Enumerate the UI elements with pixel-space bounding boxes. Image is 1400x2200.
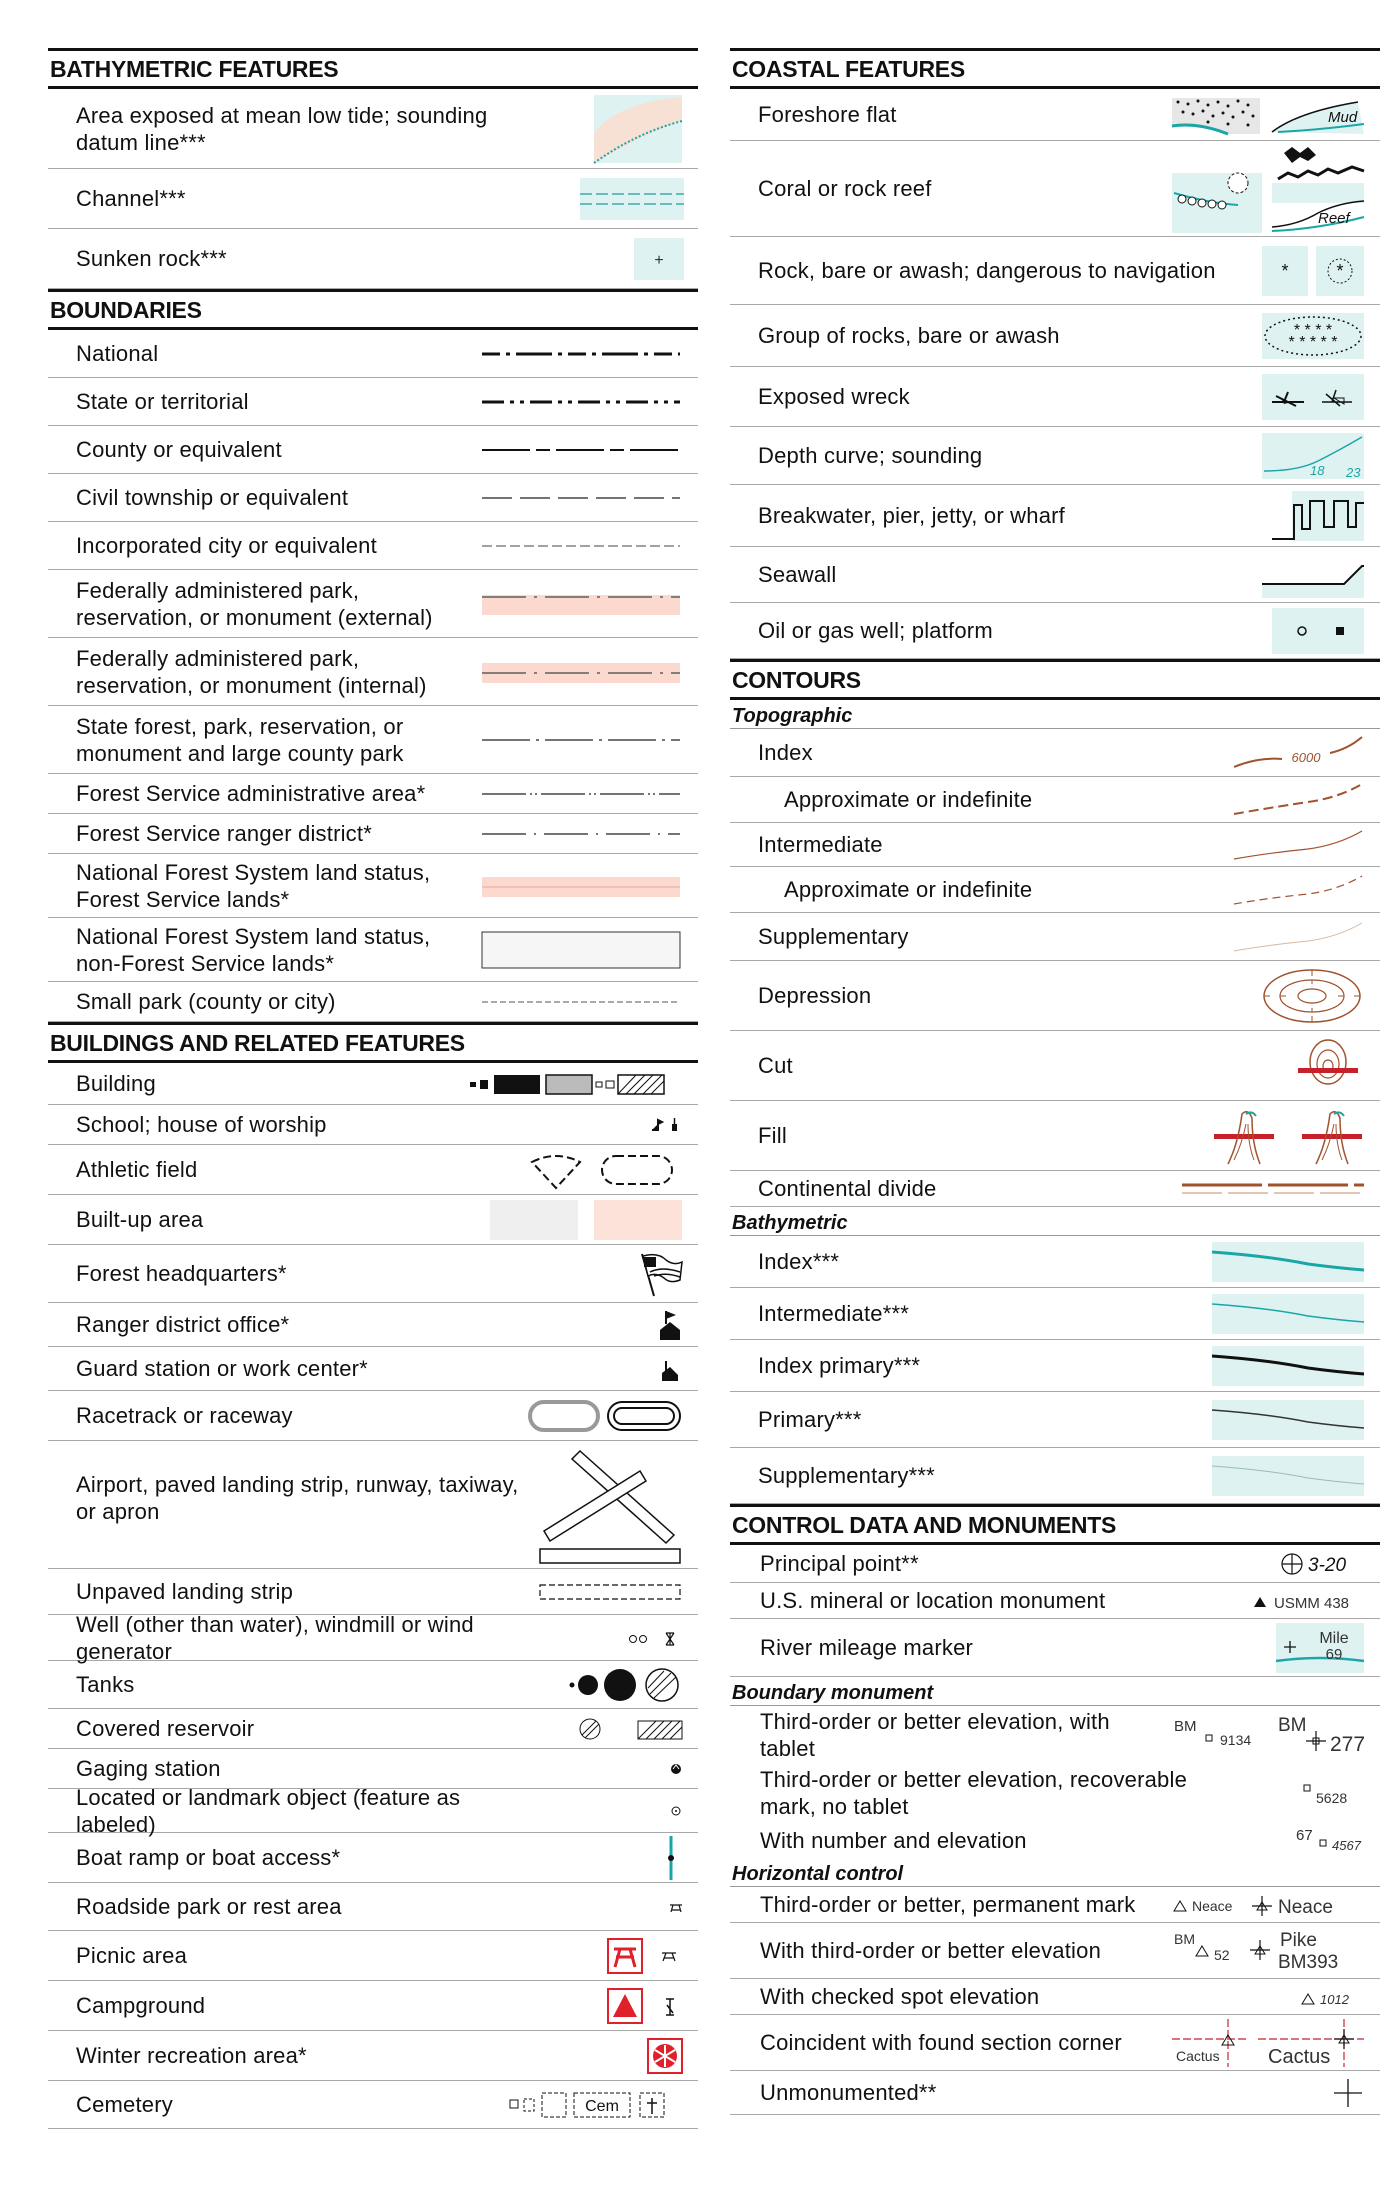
legend-row <box>48 426 698 474</box>
wreck-icon <box>1258 372 1380 422</box>
number-elev-icon <box>1288 1824 1380 1856</box>
bm-tablet-icon <box>1168 1709 1380 1761</box>
principal-point-icon <box>1278 1549 1380 1579</box>
monument-number: 67 <box>1296 1827 1313 1844</box>
legend-label: Supplementary*** <box>758 1463 935 1488</box>
depth-curve-icon <box>1258 431 1380 481</box>
legend-row <box>48 1784 698 1837</box>
legend-label: Incorporated city or equivalent <box>76 533 377 558</box>
legend-row <box>730 1101 1380 1171</box>
legend-row <box>48 1391 698 1441</box>
section-corner-icon <box>1168 2017 1380 2069</box>
index-value: 6000 <box>1291 749 1321 765</box>
legend-label: Approximate or indefinite <box>784 787 1033 812</box>
covered-reservoir-icon <box>576 1715 698 1743</box>
symbol-channel <box>576 176 698 222</box>
legend-label: U.S. mineral or location monument <box>760 1588 1106 1613</box>
legend-label: State or territorial <box>76 389 249 414</box>
legend-row <box>730 2015 1380 2071</box>
section-title-coastal: COASTAL FEATURES <box>730 48 1380 89</box>
svg-text:*: * <box>1281 260 1289 281</box>
flag-icon <box>636 1250 698 1298</box>
legend-label: Third-order or better, permanent mark <box>760 1892 1136 1917</box>
symbol-sunken-rock <box>630 236 698 282</box>
left-column <box>48 48 698 2129</box>
legend-row <box>48 1347 698 1391</box>
legend-row <box>730 1031 1380 1101</box>
legend-row <box>730 1923 1380 1979</box>
legend-label: Intermediate <box>758 832 883 857</box>
legend-label: Breakwater, pier, jetty, or wharf <box>758 503 1065 528</box>
legend-row <box>48 1245 698 1303</box>
legend-row <box>730 367 1380 427</box>
legend-label: Civil township or equivalent <box>76 485 349 510</box>
legend-label: Seawall <box>758 562 837 587</box>
legend-label: Supplementary <box>758 924 909 949</box>
legend-label: Fill <box>758 1123 787 1148</box>
svg-text:*: * <box>1336 260 1344 281</box>
legend-row <box>730 823 1380 867</box>
legend-row <box>730 1236 1380 1288</box>
subheading-boundary-monument: Boundary monument <box>730 1677 1380 1706</box>
legend-row <box>730 1171 1380 1207</box>
index-approx-contour-icon <box>1228 780 1380 820</box>
legend-label: Sunken rock*** <box>76 246 227 271</box>
legend-row <box>730 1619 1380 1677</box>
legend-label: Built-up area <box>76 1207 204 1232</box>
section-title-control: CONTROL DATA AND MONUMENTS <box>730 1504 1380 1545</box>
legend-row <box>730 1583 1380 1619</box>
legend-row <box>48 982 698 1022</box>
index-contour-icon <box>1228 733 1380 773</box>
section-title-buildings: BUILDINGS AND RELATED FEATURES <box>48 1022 698 1063</box>
river-mileage-icon <box>1272 1621 1380 1675</box>
mineral-monument-icon <box>1248 1589 1380 1613</box>
legend-label: Unmonumented** <box>760 2080 937 2105</box>
breakwater-icon <box>1268 489 1380 543</box>
rock-group-icon <box>1258 311 1380 361</box>
rock-awash-icon <box>1258 244 1380 298</box>
symbol-federal-park-external <box>476 589 698 619</box>
legend-row <box>48 1569 698 1615</box>
legend-label: Coincident with found section corner <box>760 2030 1122 2055</box>
legend-label: Principal point** <box>760 1551 919 1576</box>
legend-row <box>48 330 698 378</box>
legend-label: Rock, bare or awash; dangerous to navigation <box>758 258 1216 283</box>
symbol-county-boundary <box>476 440 698 460</box>
legend-row <box>48 474 698 522</box>
cactus-b: Cactus <box>1268 2045 1331 2068</box>
symbol-fs-admin-area <box>476 784 698 804</box>
fill-contour-icon <box>1208 1104 1380 1168</box>
coral-reef-icon <box>1168 143 1380 235</box>
legend-row <box>730 2071 1380 2115</box>
legend-row <box>730 867 1380 913</box>
legend-label: Located or landmark object (feature as labeled) <box>76 1784 461 1837</box>
legend-label: Primary*** <box>758 1407 862 1432</box>
legend-label: Depth curve; sounding <box>758 443 983 468</box>
legend-row <box>730 729 1380 777</box>
bm-elev-b: 277 <box>1330 1733 1366 1756</box>
legend-row <box>48 1105 698 1145</box>
legend-row <box>48 706 698 774</box>
legend-label: Channel*** <box>76 186 186 211</box>
legend-label: Winter recreation area* <box>76 2043 307 2068</box>
legend-label: Athletic field <box>76 1157 198 1182</box>
well-windmill-icon <box>626 1627 698 1649</box>
legend-label: Intermediate*** <box>758 1301 909 1326</box>
seawall-icon <box>1258 550 1380 600</box>
symbol-non-fs-lands <box>476 928 698 972</box>
picnic-icon <box>606 1937 698 1975</box>
legend-row <box>48 378 698 426</box>
legend-row <box>730 913 1380 961</box>
supplementary-contour-icon <box>1228 917 1380 957</box>
sounding-b: 23 <box>1346 464 1361 480</box>
legend-label: National Forest System land status, Forest Service lands* <box>76 859 431 912</box>
bathy-intermediate-contour-icon <box>1208 1292 1380 1336</box>
h-bm: BM <box>1174 1930 1195 1947</box>
legend-label: Well (other than water), windmill or wind generator <box>76 1611 474 1664</box>
oil-well-icon <box>1268 606 1380 656</box>
symbol-federal-park-internal <box>476 657 698 687</box>
legend-row <box>730 237 1380 305</box>
legend-row <box>48 169 698 229</box>
legend-label: Campground <box>76 1993 206 2018</box>
subheading-topographic: Topographic <box>730 700 1380 729</box>
cut-contour-icon <box>1288 1034 1380 1098</box>
section-title-boundaries: BOUNDARIES <box>48 289 698 330</box>
legend-row <box>48 1303 698 1347</box>
legend-label: Third-order or better elevation, with tablet <box>760 1709 1110 1761</box>
building-icon <box>466 1071 698 1097</box>
monument-elev: 4567 <box>1332 1838 1361 1853</box>
legend-row <box>730 603 1380 659</box>
legend-label: Area exposed at mean low tide; sounding datum line*** <box>76 102 488 155</box>
legend-row <box>730 305 1380 367</box>
tanks-icon <box>566 1666 698 1704</box>
legend-label: Continental divide <box>758 1176 937 1201</box>
symbol-area-exposed <box>586 93 698 165</box>
legend-row <box>730 1887 1380 1923</box>
legend-label: Small park (county or city) <box>76 989 336 1014</box>
legend-row <box>48 89 698 169</box>
legend-row <box>48 1063 698 1105</box>
bm-a: BM <box>1174 1718 1197 1735</box>
legend-row <box>48 1145 698 1195</box>
legend-label: Airport, paved landing strip, runway, taxiway, or apron <box>76 1472 519 1524</box>
mile-value: 69 <box>1325 1645 1343 1663</box>
legend-label: Approximate or indefinite <box>784 877 1033 902</box>
legend-label: County or equivalent <box>76 437 282 462</box>
legend-label: Forest headquarters* <box>76 1261 287 1286</box>
legend-label: With checked spot elevation <box>760 1984 1040 2009</box>
legend-label: Picnic area <box>76 1943 188 1968</box>
subheading-horizontal-control: Horizontal control <box>730 1858 1380 1887</box>
gaging-station-icon <box>666 1759 698 1779</box>
legend-row <box>730 1392 1380 1448</box>
legend-row <box>730 547 1380 603</box>
legend-label: Cemetery <box>76 2092 173 2117</box>
bathy-index-primary-icon <box>1208 1344 1380 1388</box>
legend-label: National Forest System land status, non-Forest Service lands* <box>76 923 431 976</box>
legend-label: State forest, park, reservation, or monument and large county park <box>76 713 404 766</box>
h-elev: 52 <box>1214 1946 1230 1963</box>
landmark-object-icon <box>666 1801 698 1821</box>
ranger-office-icon <box>656 1308 698 1342</box>
legend-row <box>730 1545 1380 1583</box>
legend-label: With number and elevation <box>760 1827 1027 1853</box>
legend-label: Forest Service ranger district* <box>76 821 372 846</box>
unmonumented-icon <box>1328 2076 1380 2110</box>
symbol-state-forest <box>476 730 698 750</box>
legend-row <box>48 570 698 638</box>
mile-label: Mile <box>1319 1629 1349 1647</box>
intermediate-approx-contour-icon <box>1228 870 1380 910</box>
legend-row <box>730 1822 1380 1858</box>
legend-row <box>48 638 698 706</box>
right-column <box>730 48 1380 2115</box>
legend-row <box>48 522 698 570</box>
legend-label: Coral or rock reef <box>758 176 932 201</box>
legend-label: Roadside park or rest area <box>76 1894 342 1919</box>
legend-row <box>730 777 1380 823</box>
legend-row <box>730 485 1380 547</box>
legend-label: Ranger district office* <box>76 1312 290 1337</box>
symbol-fs-lands <box>476 871 698 901</box>
legend-row <box>48 1833 698 1883</box>
legend-row <box>48 918 698 982</box>
recoverable-elev: 5628 <box>1316 1790 1348 1806</box>
legend-row <box>730 1448 1380 1504</box>
usmm-value: USMM 438 <box>1274 1594 1350 1612</box>
symbol-city-boundary <box>476 536 698 556</box>
athletic-field-icon <box>526 1148 698 1192</box>
legend-row <box>48 1611 698 1664</box>
principal-point-value: 3-20 <box>1308 1554 1347 1576</box>
bm-elev-a: 9134 <box>1220 1732 1252 1748</box>
spot-elev: 1012 <box>1320 1991 1349 2007</box>
bathy-primary-icon <box>1208 1398 1380 1442</box>
racetrack-icon <box>526 1398 698 1434</box>
legend-label: River mileage marker <box>760 1635 974 1660</box>
symbol-small-park <box>476 992 698 1012</box>
legend-label: Tanks <box>76 1672 135 1697</box>
cemetery-abbrev: Cem <box>585 2097 619 2115</box>
legend-row <box>48 1883 698 1931</box>
legend-label: Group of rocks, bare or awash <box>758 323 1060 348</box>
legend-label: Index <box>758 740 813 765</box>
foreshore-flat-icon <box>1168 92 1380 138</box>
legend-row <box>48 1195 698 1245</box>
airport-icon <box>536 1443 698 1567</box>
legend-label: School; house of worship <box>76 1112 327 1137</box>
boat-ramp-icon <box>656 1834 698 1882</box>
symbol-state-boundary <box>476 392 698 412</box>
legend-row <box>730 1706 1380 1764</box>
legend-label: Index primary*** <box>758 1353 921 1378</box>
symbol-township-boundary <box>476 488 698 508</box>
depression-contour-icon <box>1258 964 1380 1028</box>
symbol-national-boundary <box>476 344 698 364</box>
legend-row <box>48 2081 698 2129</box>
neace-b: Neace <box>1278 1896 1333 1918</box>
legend-label: Forest Service administrative area* <box>76 781 426 806</box>
legend-row <box>48 774 698 814</box>
legend-label: Foreshore flat <box>758 102 897 127</box>
legend-label: Federally administered park, reservation, or monument (internal) <box>76 645 427 698</box>
legend-row <box>730 141 1380 237</box>
legend-label: Racetrack or raceway <box>76 1403 293 1428</box>
legend-label: Third-order or better elevation, recoverable mark, no tablet <box>760 1767 1188 1819</box>
legend-label: With third-order or better elevation <box>760 1938 1102 1963</box>
legend-row <box>730 1340 1380 1392</box>
subheading-bathymetric: Bathymetric <box>730 1207 1380 1236</box>
legend-label: Exposed wreck <box>758 384 910 409</box>
recoverable-mark-icon <box>1288 1773 1380 1813</box>
svg-text:+: + <box>654 251 664 269</box>
cactus-a: Cactus <box>1176 2047 1220 2064</box>
symbol-fs-ranger-district <box>476 824 698 844</box>
legend-row <box>730 427 1380 485</box>
legend-label: Boat ramp or boat access* <box>76 1845 341 1870</box>
section-title-contours: CONTOURS <box>730 659 1380 700</box>
campground-icon <box>606 1987 698 2025</box>
legend-row <box>730 89 1380 141</box>
legend-label: Gaging station <box>76 1756 221 1781</box>
legend-row <box>730 1764 1380 1822</box>
continental-divide-icon <box>1178 1177 1380 1201</box>
legend-label: Covered reservoir <box>76 1716 255 1741</box>
guard-station-icon <box>656 1355 698 1383</box>
legend-row <box>48 1709 698 1749</box>
legend-label: Cut <box>758 1053 793 1078</box>
legend-row <box>48 1661 698 1709</box>
legend-row <box>730 961 1380 1031</box>
legend-row <box>48 229 698 289</box>
sounding-a: 18 <box>1310 462 1325 478</box>
legend-row <box>730 1288 1380 1340</box>
legend-row <box>48 814 698 854</box>
legend-label: National <box>76 341 159 366</box>
built-up-area-icon <box>486 1198 698 1242</box>
school-icon <box>646 1114 698 1136</box>
cemetery-icon <box>506 2090 698 2120</box>
neace-a: Neace <box>1192 1897 1233 1914</box>
intermediate-contour-icon <box>1228 825 1380 865</box>
rest-area-icon <box>666 1897 698 1917</box>
mud-label: Mud <box>1328 108 1358 126</box>
section-title-bathymetric: BATHYMETRIC FEATURES <box>48 48 698 89</box>
legend-label: Index*** <box>758 1249 840 1274</box>
legend-row <box>48 1981 698 2031</box>
bm-b: BM <box>1278 1715 1307 1736</box>
spot-elev-icon <box>1288 1984 1380 2010</box>
bathy-index-contour-icon <box>1208 1240 1380 1284</box>
unpaved-strip-icon <box>536 1581 698 1603</box>
svg-text:* * * *: * * * * <box>1293 321 1333 339</box>
legend-row <box>48 1931 698 1981</box>
legend-label: Guard station or work center* <box>76 1356 368 1381</box>
pike-name: Pike <box>1280 1929 1317 1951</box>
legend-row <box>48 854 698 918</box>
legend-label: Oil or gas well; platform <box>758 618 993 643</box>
svg-text:* * * * *: * * * * * <box>1288 333 1338 351</box>
legend-row <box>730 1979 1380 2015</box>
reef-label: Reef <box>1318 209 1350 227</box>
legend-label: Unpaved landing strip <box>76 1579 294 1604</box>
snowflake-icon <box>646 2037 698 2075</box>
legend-row <box>48 1441 698 1569</box>
legend-label: Building <box>76 1071 156 1096</box>
permanent-mark-icon <box>1168 1891 1380 1919</box>
legend-row <box>48 2031 698 2081</box>
bathy-supplementary-icon <box>1208 1454 1380 1498</box>
legend-label: Federally administered park, reservation, or monument (external) <box>76 577 433 630</box>
third-order-elev-icon <box>1168 1926 1380 1976</box>
legend-label: Depression <box>758 983 872 1008</box>
pike-bm: BM393 <box>1278 1951 1339 1973</box>
